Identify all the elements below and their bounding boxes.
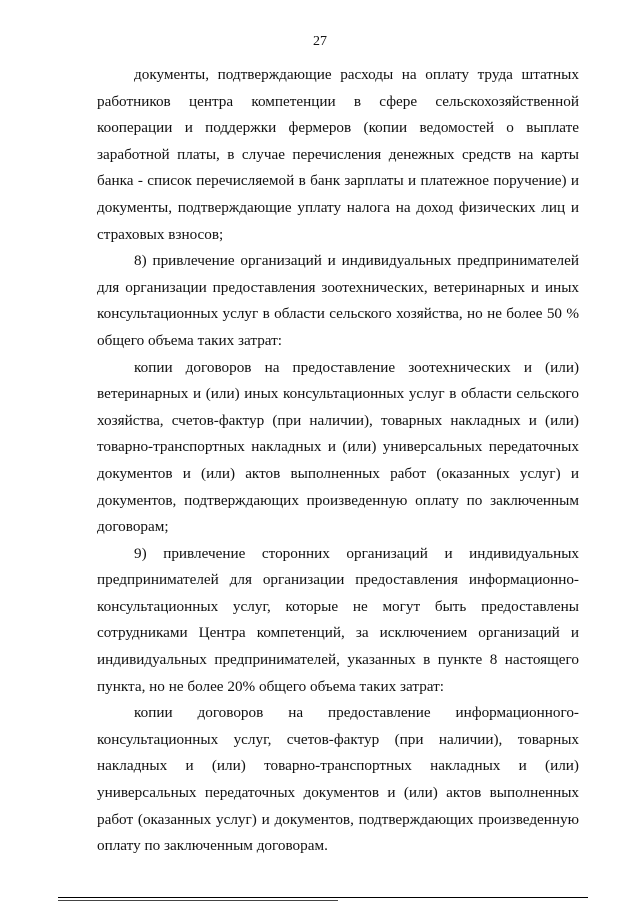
paragraph-item-9 <box>97 541 579 701</box>
text-line: хозяйства, счетов-фактур (при наличии), товарных накладных и (или) <box>97 411 579 429</box>
text-line: предпринимателей для организации предоставления информационно- <box>97 571 579 589</box>
text-line: 8) привлечение организаций и индивидуальных предпринимателей <box>134 252 579 270</box>
text-line: общего объема таких затрат: <box>97 331 283 349</box>
text-line: документы, подтверждающие расходы на оплату труда штатных <box>134 66 579 83</box>
text-line: кооперации и поддержки фермеров (копии ведомостей о выплате <box>97 119 579 137</box>
paragraph-item-8-documents <box>97 355 579 541</box>
document-body <box>97 62 579 860</box>
paragraph-item-8 <box>97 248 579 354</box>
text-line: документов, подтверждающих произведенную оплату по заключенным <box>97 491 579 509</box>
text-line: копии договоров на предоставление информационного- <box>134 704 579 722</box>
text-line: заработной платы, в случае перечисления денежных средств на карты <box>97 145 579 163</box>
text-line: банка - список перечисляемой в банк зарплаты и платежное поручение) и <box>97 172 579 190</box>
text-line: договорам; <box>97 518 169 536</box>
text-line: документов и (или) актов выполненных работ (оказанных услуг) и <box>97 464 579 482</box>
text-line: консультационных услуг в области сельского хозяйства, но не более 50 % <box>97 305 579 323</box>
text-line: консультационных услуг, которые не могут быть предоставлены <box>97 597 579 615</box>
text-line: сотрудниками Центра компетенций, за исключением организаций и <box>97 624 579 642</box>
text-line: для организации предоставления зоотехнических, ветеринарных и иных <box>97 278 579 296</box>
page-bottom-rule-secondary <box>58 900 338 901</box>
text-line: консультационных услуг, счетов-фактур (при наличии), товарных <box>97 730 579 748</box>
text-line: пункта, но не более 20% общего объема таких затрат: <box>97 677 444 695</box>
text-line: работников центра компетенции в сфере сельскохозяйственной <box>97 92 579 110</box>
paragraph-item-9-documents <box>97 700 579 860</box>
text-line: накладных и (или) товарно-транспортных накладных и (или) <box>97 757 579 775</box>
text-line: оплату по заключенным договорам. <box>97 837 328 855</box>
text-line: документы, подтверждающие уплату налога на доход физических лиц и <box>97 198 579 216</box>
paragraph-payroll-documents <box>97 62 579 248</box>
text-line: копии договоров на предоставление зоотехнических и (или) <box>134 358 579 376</box>
text-line: страховых взносов; <box>97 225 224 243</box>
text-line: индивидуальных предпринимателей, указанных в пункте 8 настоящего <box>97 651 579 669</box>
text-line: ветеринарных и (или) иных консультационных услуг в области сельского <box>97 385 579 403</box>
page-bottom-rule <box>58 897 588 898</box>
text-line: 9) привлечение сторонних организаций и индивидуальных <box>134 544 579 562</box>
text-line: работ (оказанных услуг) и документов, подтверждающих произведенную <box>97 810 579 828</box>
page-number: 27 <box>313 34 327 49</box>
text-line: товарно-транспортных накладных и (или) универсальных передаточных <box>97 438 579 456</box>
text-line: универсальных передаточных документов и (или) актов выполненных <box>97 784 579 802</box>
